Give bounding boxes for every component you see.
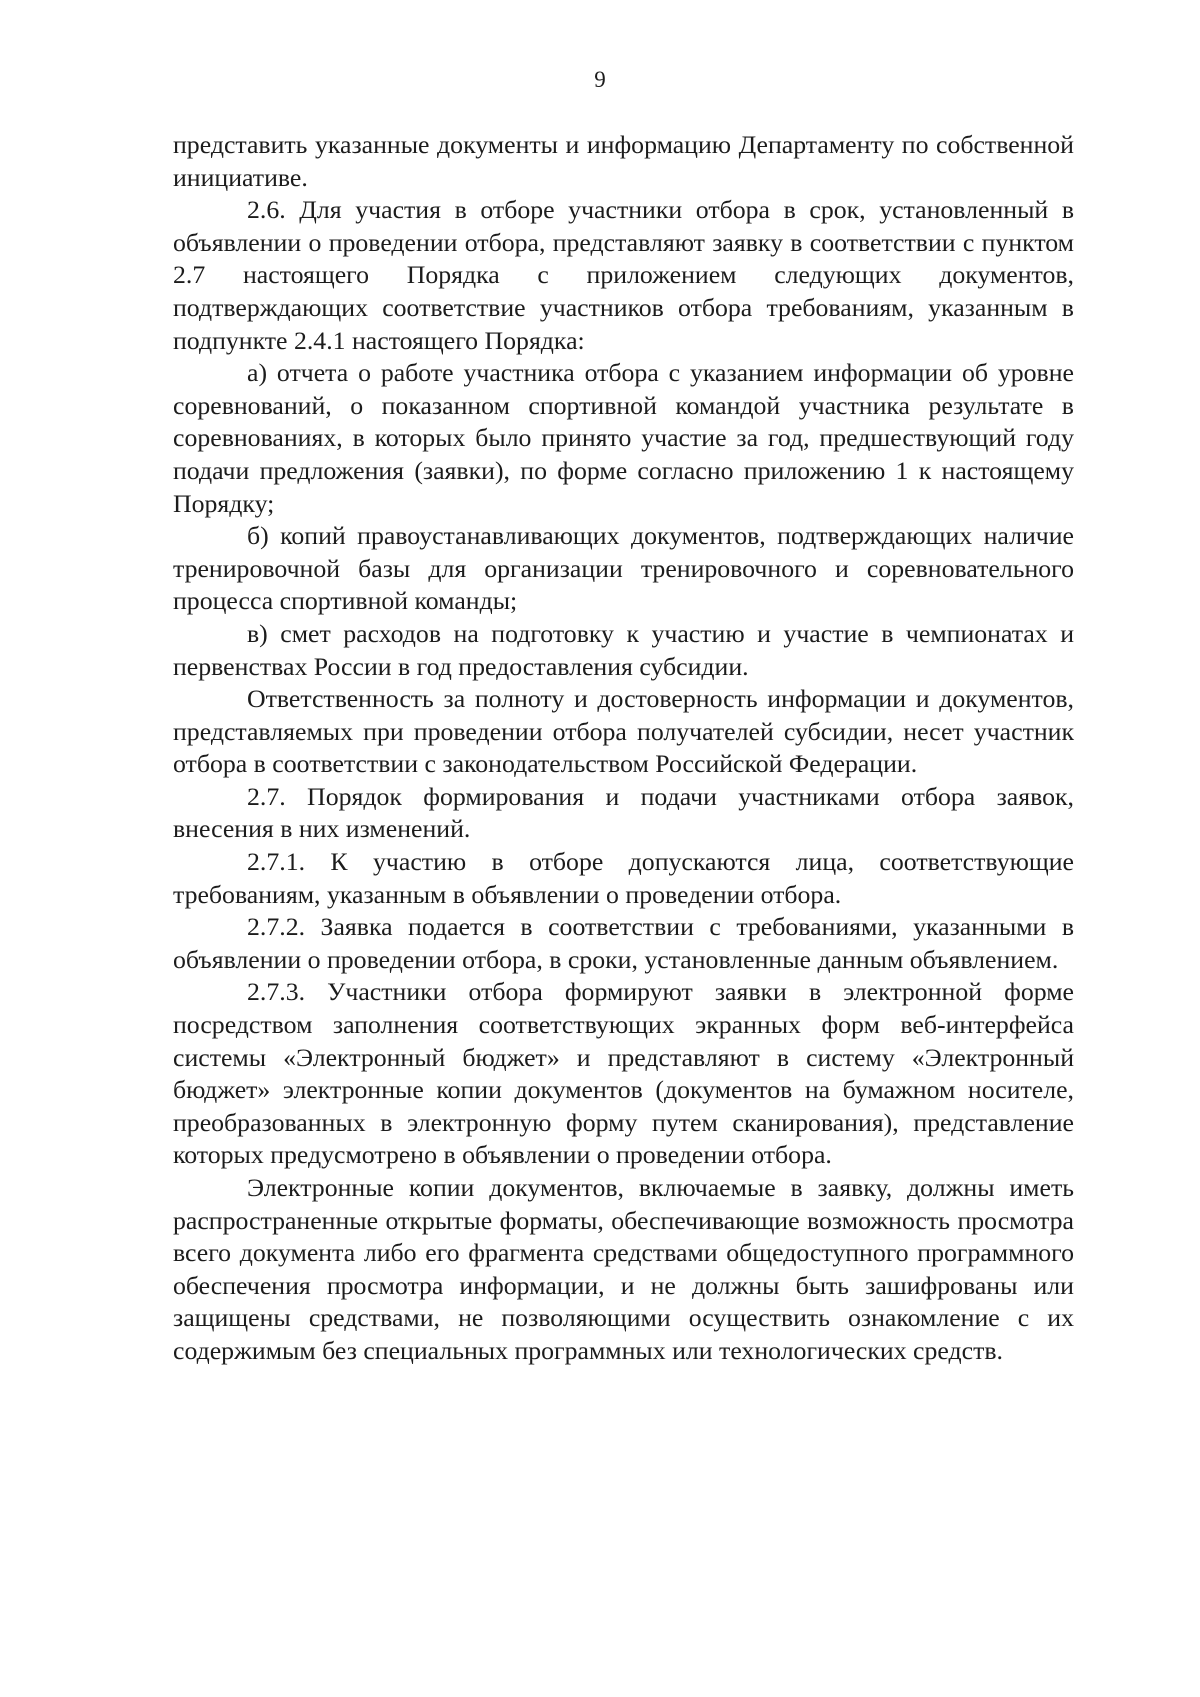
paragraph-continuation: представить указанные документы и информацию Департаменту по собственной инициативе.: [173, 130, 1074, 192]
page-number: 9: [594, 67, 606, 92]
paragraph-2-7-2: 2.7.2. Заявка подается в соответствии с требованиями, указанными в объявлении о проведении отбора, в сроки, установленные данным объявлением.: [173, 912, 1074, 974]
paragraph-2-7-1: 2.7.1. К участию в отборе допускаются лица, соответствующие требованиям, указанным в объявлении о проведении отбора.: [173, 847, 1074, 909]
paragraph-2-6: 2.6. Для участия в отборе участники отбора в срок, установленный в объявлении о проведении отбора, представляют заявку в соответствии с пунктом 2.7 настоящего Порядка с приложением следующих документов, подтверждающих соответствие участников отбора требованиям, указанным в подпункте 2.4.1 настоящего Порядка:: [173, 195, 1074, 355]
list-item-v: в) смет расходов на подготовку к участию и участие в чемпионатах и первенствах России в год предоставления субсидии.: [173, 618, 1074, 681]
document-body: [173, 129, 1074, 1368]
paragraph-2-7-3: 2.7.3. Участники отбора формируют заявки в электронной форме посредством заполнения соответствующих экранных форм веб-интерфейса системы «Электронный бюджет» и представляют в систему «Электронный бюджет» электронные копии документов (документов на бумажном носителе, преобразованных в электронную форму путем сканирования), представление которых предусмотрено в объявлении о проведении отбора.: [173, 977, 1074, 1170]
paragraph-electronic-copies: Электронные копии документов, включаемые в заявку, должны иметь распространенные открытые форматы, обеспечивающие возможность просмотра всего документа либо его фрагмента средствами общедоступного программного обеспечения просмотра информации, и не должны быть зашифрованы или защищены средствами, не позволяющими осуществить ознакомление с их содержимым без специальных программных или технологических средств.: [173, 1173, 1074, 1365]
list-item-a: а) отчета о работе участника отбора с указанием информации об уровне соревнований, о показанном спортивной командой участника результате в соревнованиях, в которых было принято участие за год, предшествующий году подачи предложения (заявки), по форме согласно приложению 1 к настоящему Порядку;: [173, 358, 1074, 518]
list-item-b: б) копий правоустанавливающих документов, подтверждающих наличие тренировочной базы для организации тренировочного и соревновательного процесса спортивной команды;: [173, 521, 1074, 616]
paragraph-responsibility: Ответственность за полноту и достоверность информации и документов, представляемых при проведении отбора получателей субсидии, несет участник отбора в соответствии с законодательством Российской Федерации.: [173, 684, 1074, 779]
paragraph-2-7: 2.7. Порядок формирования и подачи участниками отбора заявок, внесения в них изменений.: [173, 781, 1074, 844]
